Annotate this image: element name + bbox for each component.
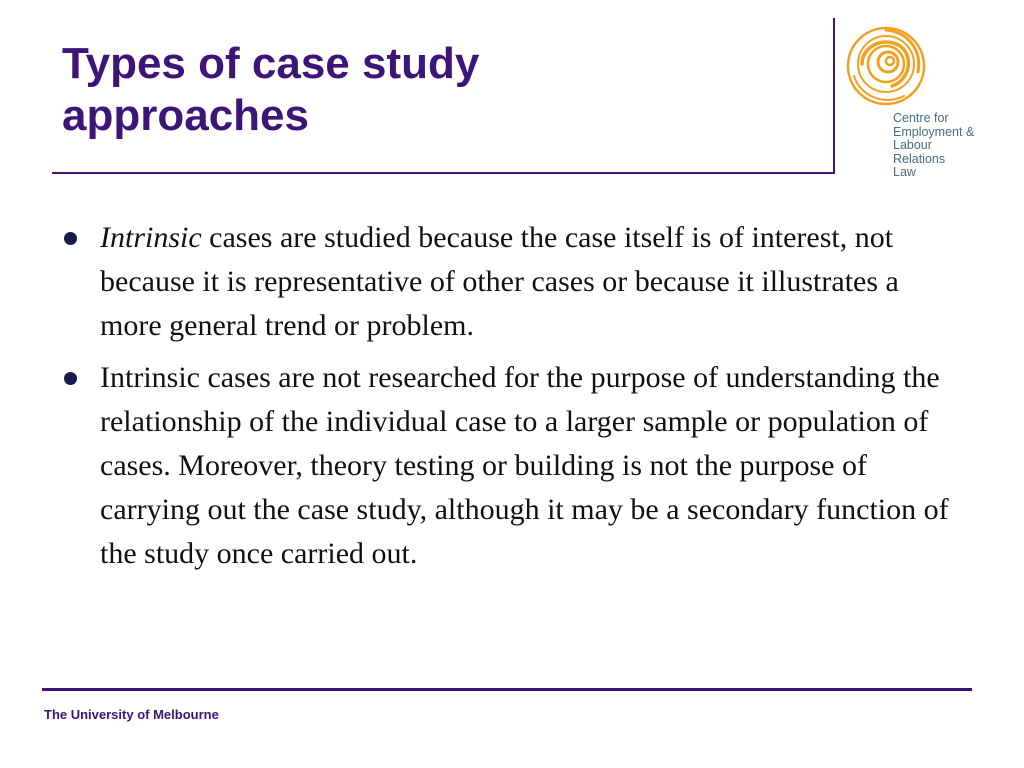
slide-title-line-1: Types of case study <box>62 39 480 88</box>
title-vertical-divider <box>833 18 835 174</box>
bullet-text: cases are studied because the case itself is of interest, not because it is representative of other cases or because it illustrates a more general trend or problem. <box>100 221 899 342</box>
centre-logo <box>838 4 998 190</box>
bullet-dot-icon <box>64 372 77 385</box>
footer-institution: The University of Melbourne <box>44 707 219 722</box>
bullet-item <box>62 216 952 348</box>
bullet-item <box>62 356 952 576</box>
logo-line: Employment & <box>893 124 975 139</box>
bullet-text: Intrinsic cases are not researched for the purpose of understanding the relationship of the individual case to a larger sample or population of cases. Moreover, theory testing or building is not the purpose of carrying out the case study, although it may be a secondary function of the study once carried out. <box>100 361 949 570</box>
logo-line: Relations <box>893 151 946 166</box>
logo-line: Labour <box>893 138 932 152</box>
logo-line: Centre for <box>893 111 949 125</box>
footer-divider <box>42 688 972 691</box>
slide-title <box>62 38 762 142</box>
logo-line: Law <box>893 165 916 179</box>
slide-title-line-2: approaches <box>62 91 309 140</box>
emphasized-term: Intrinsic <box>100 221 202 254</box>
bullet-dot-icon <box>64 232 77 245</box>
logo-caption <box>893 112 974 180</box>
bullet-list <box>62 216 952 584</box>
title-divider <box>52 172 835 174</box>
orange-spiral-logo-icon <box>844 24 928 108</box>
